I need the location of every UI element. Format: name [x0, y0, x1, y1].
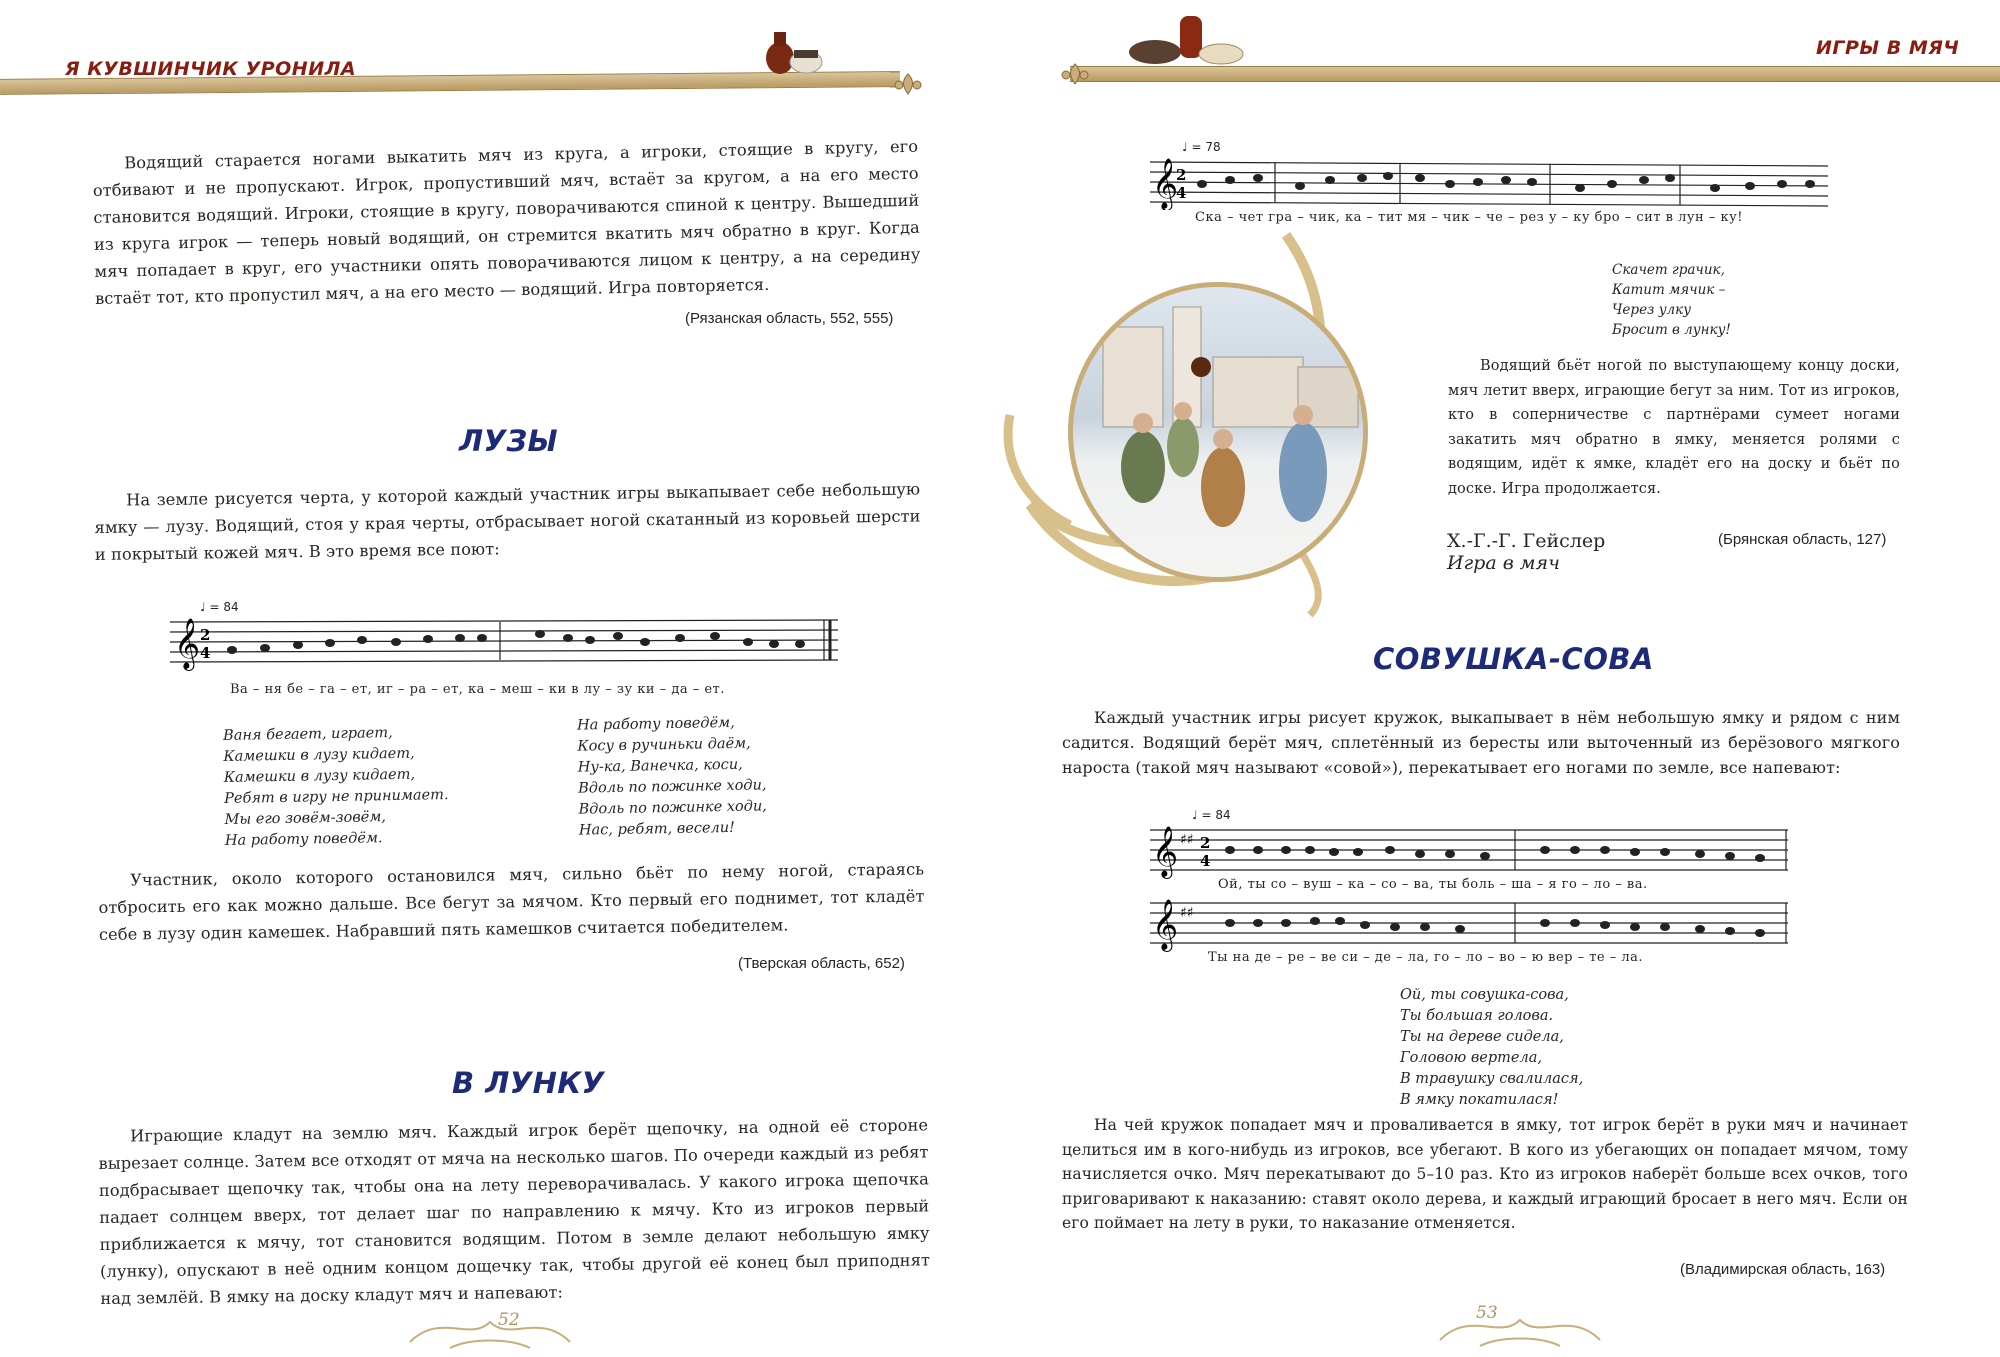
verse-line: Ты большая голова. [1400, 1008, 1554, 1024]
tempo-mark: ♩ = 78 [1182, 140, 1221, 154]
running-title: ИГРЫ В МЯЧ [1816, 37, 1960, 59]
verse-line: Скачет грачик, [1612, 262, 1725, 278]
verse-grachik [1612, 260, 1731, 340]
scroll-ornament-icon [400, 1302, 580, 1356]
sovushka-paragraph-2: На чей кружок попадает мяч и проваливается в ямку, тот игрок берёт в руки мяч и начинает целиться им в кого-нибудь из игроков, все убегают. В кого из убегающих он попадает мячом, тому начисляется очко. Мяч перекатывают до 5–10 раз. Кто из игроков наберёт больше всех очков, того приговаривают к наказанию: ставят около дерева, и каждый играющий бросает в него мяч. Если он его поймает на лету в руки, то наказание отменяется. [1062, 1116, 1908, 1232]
song-lyrics: Ва – ня бе – га – ет, иг – ра – ет, ка – меш – ки в лу – зу ки – да – ет. [230, 682, 725, 697]
source-note: (Владимирская область, 163) [1680, 1261, 1886, 1278]
svg-text:2: 2 [1176, 166, 1187, 184]
song-lyrics: Ты на де – ре – ве си – де – ла, го – ло – во – ю вер – те – ла. [1208, 950, 1644, 965]
svg-text:𝄞: 𝄞 [1152, 899, 1179, 950]
pots-icon [1125, 10, 1245, 72]
illustration-caption [1447, 530, 1605, 574]
svg-text:𝄞: 𝄞 [1152, 826, 1179, 877]
svg-text:♯♯: ♯♯ [1180, 832, 1194, 848]
svg-text:2: 2 [200, 626, 211, 644]
source-note: (Тверская область, 652) [738, 955, 905, 972]
fleur-ornament-icon [1060, 62, 1090, 92]
verse-line: Головою вертела, [1400, 1050, 1542, 1066]
verse-line: В травушку свалилася, [1400, 1071, 1584, 1087]
section-heading-sovushka: СОВУШКА-СОВА [1373, 642, 1654, 676]
svg-text:♯♯: ♯♯ [1180, 905, 1194, 921]
verse-line: На работу поведём, [576, 714, 735, 734]
verse-line: Вдоль по пожинке ходи, [578, 777, 767, 797]
source-note: (Рязанская область, 552, 555) [685, 310, 894, 327]
tempo-mark: ♩ = 84 [200, 600, 239, 614]
verse-line: Камешки в лузу кидает, [223, 766, 416, 786]
running-title: Я КУВШИНЧИК УРОНИЛА [65, 58, 357, 80]
verse-line: Камешки в лузу кидает, [223, 745, 415, 765]
song-lyrics: Ска – чет гра – чик, ка – тит мя – чик – че – рез у – ку бро – сит в лун – ку! [1195, 210, 1743, 225]
source-note: (Брянская область, 127) [1718, 531, 1887, 548]
right-page [1000, 0, 2000, 1357]
svg-text:𝄞: 𝄞 [174, 618, 201, 669]
verse-line: Бросит в лунку! [1612, 322, 1731, 338]
verse-line: Нас, ребят, весели! [578, 819, 736, 839]
tempo-mark: ♩ = 84 [1192, 808, 1231, 822]
section-heading-v-lunku: В ЛУНКУ [452, 1066, 605, 1100]
verse-line: Косу в ручиньки даём, [577, 735, 751, 755]
verse-line: Ваня бегает, играет, [222, 725, 393, 744]
svg-text:4: 4 [200, 644, 211, 662]
svg-text:2: 2 [1200, 834, 1211, 852]
fleur-ornament-icon [893, 72, 923, 102]
verse-line: Ты на дереве сидела, [1400, 1029, 1564, 1045]
luzy-paragraph-2: Участник, около которого остановился мяч, сильно бьёт по нему ногой, стараясь отбросить его как можно дальше. Все бегут за мячом. Кто первый его поднимет, тот кладёт себе в лузу один камешек. Набравший пять камешков считается победителем. [98, 859, 925, 944]
verse-left [223, 722, 450, 852]
luzy-paragraph: На земле рисуется черта, у которой каждый участник игры выкапывает себе небольшую ямку — лузу. Водящий, стоя у края черты, отбрасывает ногой скатанный из коровьей шерсти и покрытый кожей мяч. В это время все поют: [94, 479, 921, 564]
verse-line: Через улку [1612, 302, 1692, 318]
svg-text:4: 4 [1200, 852, 1211, 870]
verse-line: Ой, ты совушка-сова, [1400, 987, 1569, 1003]
v-lunku-paragraph: Играющие кладут на землю мяч. Каждый игрок берёт щепочку, на одной её стороне вырезает солнце. Затем все отходят от мяча на несколько шагов. По очереди каждый из ребят подбрасывает щепочку так, чтобы она на лету переворачивалась. У какого игрока щепочка падает солнцем вверх, тот делает шаг по направлению к мячу. Кто из игроков первый приближается к мячу, тот становится водящим. Потом в земле делают небольшую ямку (лунку), опускают в неё одним концом дощечку так, чтобы другой её конец был приподнят над землёй. В ямку на доску кладут мяч и напевают: [98, 1115, 931, 1308]
page-number: 52 [498, 1310, 520, 1330]
verse-line: В ямку покатилася! [1400, 1092, 1559, 1108]
verse-line: На работу поведём. [224, 830, 383, 849]
caption-author: Х.-Г.-Г. Гейслер [1447, 530, 1606, 552]
page-number: 53 [1476, 1303, 1498, 1323]
intro-paragraph: Водящий старается ногами выкатить мяч из круга, а игроки, стоящие в кругу, его отбивают и не пропускают. Игрок, пропустивший мяч, встаёт за кругом, а на его место становится водящий. Игроки, стоящие в кругу, поворачиваются спиной к центру. Вышедший из круга игрок — теперь новый водящий, он стремится вкатить мяч обратно в круг. Когда мяч попадает в круг, его участники опять поворачиваются лицом к центру, а на середину встаёт тот, кто пропустил мяч, а на его место — водящий. Игра повторяется. [92, 136, 921, 308]
verse-line: Ну-ка, Ванечка, коси, [577, 756, 743, 776]
music-staff [1150, 820, 1790, 880]
verse-line: Катит мячик – [1612, 282, 1726, 298]
jug-icon [758, 26, 828, 80]
verse-right [577, 712, 767, 841]
verse-line: Мы его зовём-зовём, [224, 809, 387, 828]
verse-line: Вдоль по пожинке ходи, [578, 798, 767, 818]
verse-sovushka [1400, 985, 1583, 1111]
svg-text:4: 4 [1176, 184, 1187, 202]
painting-game-with-ball [1068, 282, 1368, 582]
section-heading-luzy: ЛУЗЫ [459, 424, 559, 458]
svg-text:𝄞: 𝄞 [1152, 158, 1179, 209]
scroll-ornament-icon [1430, 1300, 1610, 1354]
grachik-paragraph: Водящий бьёт ногой по выступающему концу доски, мяч летит вверх, играющие бегут за ним. Тот из игроков, кто в соперничестве с партнёрами сумеет ногами закатить мяч обратно в ямку, меняется ролями с водящим, идёт к ямке, кладёт его на доску и бьёт по доске. Игра продолжается. [1448, 358, 1900, 497]
sovushka-paragraph: Каждый участник игры рисует кружок, выкапывает в нём небольшую ямку и рядом с ним садится. Водящий берёт мяч, сплетённый из бересты или выточенный из берёзового мягкого нароста (такой мяч называют «совой»), перекатывает его ногами по земле, все напевают: [1062, 708, 1900, 777]
verse-line: Ребят в игру не принимает. [224, 787, 449, 807]
caption-title: Игра в мяч [1447, 552, 1560, 574]
music-staff [1150, 893, 1790, 953]
music-staff [170, 612, 840, 672]
music-staff [1150, 150, 1830, 210]
song-lyrics: Ой, ты со – вуш – ка – со – ва, ты боль – ша – я го – ло – ва. [1218, 877, 1648, 892]
